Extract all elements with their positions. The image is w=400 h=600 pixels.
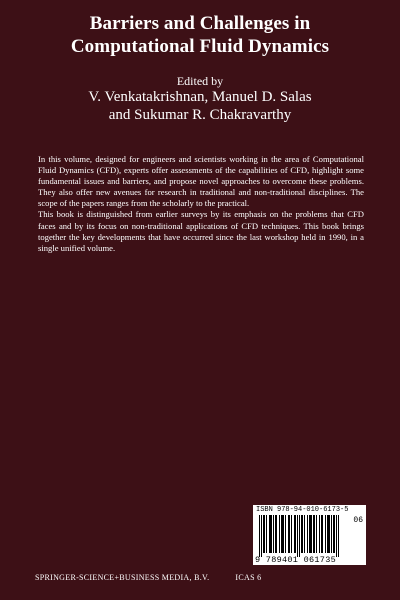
ean-digits: 9 789401 061735 (255, 555, 337, 565)
editor-line-2: and Sukumar R. Chakravarthy (108, 107, 292, 123)
title-line-1: Barriers and Challenges in (89, 13, 311, 34)
editors (0, 88, 400, 124)
barcode-bars (259, 515, 341, 557)
series-label: ICAS 6 (235, 573, 262, 582)
publisher-footer (35, 573, 261, 583)
description-paragraph-1: In this volume, designed for engineers and scientists working in the area of Computational Fluid Dynamics (CFD), experts offer assessments of the capabilities of CFD, highlight some fundamental issues and barriers, and propose novel approaches to overcome these problems. They also offer new avenues for research in traditional and non-traditional disciplines. The scope of the papers ranges from the scholarly to the practical. (38, 154, 364, 209)
publisher-name: SPRINGER-SCIENCE+BUSINESS MEDIA, B.V. (35, 573, 210, 582)
book-description (38, 154, 364, 254)
editor-line-1: V. Venkatakrishnan, Manuel D. Salas (88, 89, 312, 105)
barcode-addon: 06 (353, 516, 363, 525)
description-paragraph-2: This book is distinguished from earlier surveys by its emphasis on the problems that CFD faces and by its focus on non-traditional applications of CFD techniques. This book brings together the key developments that have occurred since the last workshop held in 1990, in a single unified volume. (38, 209, 364, 253)
isbn-barcode (253, 505, 366, 565)
book-title (0, 12, 400, 58)
edited-by-label: Edited by (176, 74, 224, 88)
isbn-text: ISBN 978-94-010-6173-5 (256, 506, 349, 514)
title-line-2: Computational Fluid Dynamics (70, 36, 330, 57)
